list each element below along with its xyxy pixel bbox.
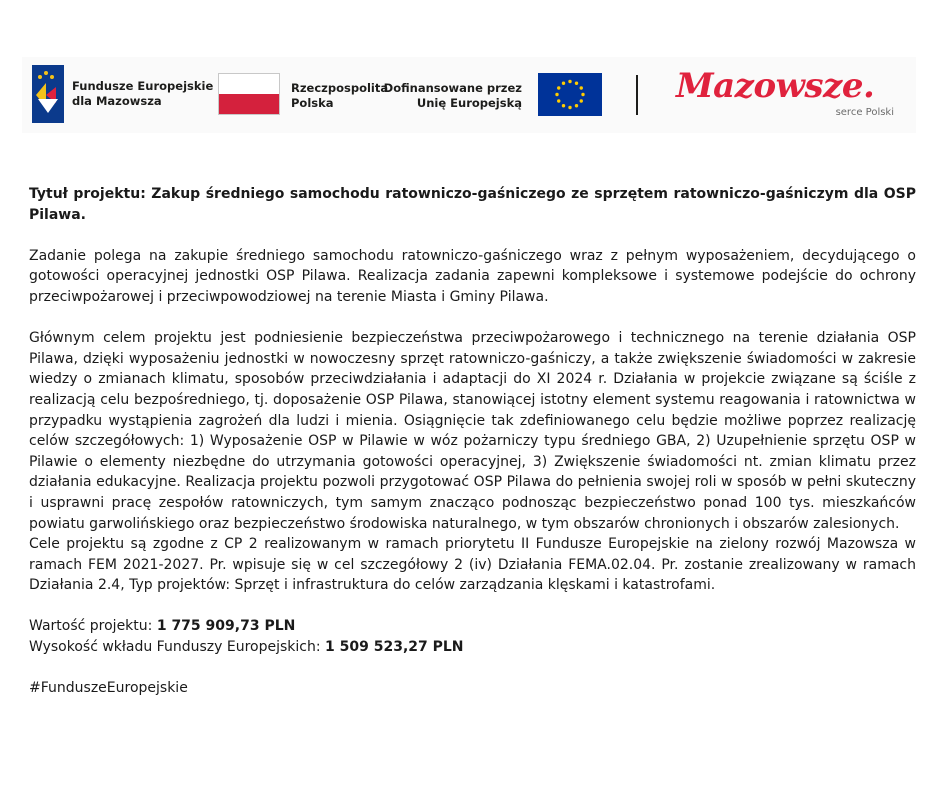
project-value [29,616,916,637]
eu-contribution [29,637,916,658]
eu-star-icon [581,93,584,96]
paragraph-task: Zadanie polega na zakupie średniego samochodu ratowniczo-gaśniczego wraz z pełnym wyposażeniem, decydującego o gotowości operacyjnej jednostki OSP Pilawa. Realizacja zadania zapewni kompleksowe i systemowe podejście do ochrony przeciwpożarowej i przeciwpowodziowej na terenie Miasta i Gminy Pilawa. [29,247,916,305]
eu-star-icon [562,104,565,107]
eu-star-icon [557,86,560,89]
rzeczpospolita-polska-logo [218,73,388,117]
eu-star-icon [575,104,578,107]
eu-star-icon [562,82,565,85]
ue-line-2: Unię Europejską [416,96,522,110]
fundusze-europejskie-logo [32,65,214,125]
eu-contribution-label: Wysokość wkładu Funduszy Europejskich: [29,639,326,656]
fe-line-2: dla Mazowsza [72,94,162,108]
logo-band [22,57,916,133]
project-value-label: Wartość projektu: [29,618,157,635]
polish-flag-icon [218,73,280,115]
eu-flag-icon [538,73,602,116]
eu-contribution-amount: 1 509 523,27 PLN [325,639,464,656]
mazowsze-tagline: serce Polski [835,107,894,118]
eu-star-icon [568,106,571,109]
mazowsze-logo [676,67,912,127]
fe-emblem-icon [32,65,64,123]
eu-star-icon [555,93,558,96]
eu-funding-logo [383,73,602,117]
eu-star-icon [580,86,583,89]
eu-star-icon [557,99,560,102]
rp-line-2: Polska [291,96,334,110]
paragraph-goal: Głównym celem projektu jest podniesienie bezpieczeństwa przeciwpożarowego i technicznego na terenie działania OSP Pilawa, dzięki wyposażeniu jednostki w nowoczesny sprzęt ratowniczo-gaśniczy, a także zwiększenie świadomości w zakresie wiedzy o zmianach klimatu, sposobów przeciwdziałania i adaptacji do XI 2024 r. Działania w projekcie związane są ściśle z realizacją celu bezpośredniego, tj. doposażenie OSP Pilawa, stanowiącej istotny element systemu reagowania i ratownictwa w przypadku wystąpienia zagrożeń dla ludzi i mienia. Osiągnięcie tak zdefiniowanego celu będzie możliwe poprzez realizację celów szczegółowych: 1) Wyposażenie OSP w Pilawie w wóz pożarniczy typu średniego GBA, 2) Uzupełnienie sprzętu OSP w Pilawie o elementy niezbędne do utrzymania gotowości operacyjnej, 3) Zwiększenie świadomości nt. zmian klimatu przez działania edukacyjne. Realizacja projektu pozwoli przygotować OSP Pilawa do pełnienia swojej roli w sposób w pełni skuteczny i usprawni pracę zespołów ratowniczych, tym samym znacząco podnosząc bezpieczeństwo ponad 100 tys. mieszkańców powiatu garwolińskiego oraz bezpieczeństwo środowiska naturalnego, w tym obszarów chronionych i obszarów zalesionych. [29,330,916,532]
rp-line-1: Rzeczpospolita [291,81,389,95]
mazowsze-wordmark: Mazowsze. [676,66,875,106]
fe-line-1: Fundusze Europejskie [72,79,214,93]
eu-star-icon [575,82,578,85]
eu-star-icon [580,99,583,102]
rp-logo-text [291,81,388,111]
paragraph-alignment: Cele projektu są zgodne z CP 2 realizowanym w ramach priorytetu II Fundusze Europejskie na zielony rozwój Mazowsza w ramach FEM 2021-2027. Pr. wpisuje się w cel szczegółowy 2 (iv) Działania FEMA.02.04. Pr. zostanie zrealizowany w ramach Działania 2.4, Typ projektów: Sprzęt i infrastruktura do celów zarządzania klęskami i katastrofami. [29,536,916,594]
project-title: Tytuł projektu: Zakup średniego samochodu ratowniczo-gaśniczego ze sprzętem ratowniczo-gaśniczym dla OSP Pilawa. [29,186,916,223]
hashtag: #FunduszeEuropejskie [29,680,188,697]
ue-line-1: Dofinansowane przez [383,81,522,95]
ue-logo-text [384,81,522,111]
logo-divider [636,75,638,115]
project-value-amount: 1 775 909,73 PLN [156,618,296,635]
eu-star-icon [568,80,571,83]
fe-logo-text [72,79,213,109]
document-body [29,184,916,699]
